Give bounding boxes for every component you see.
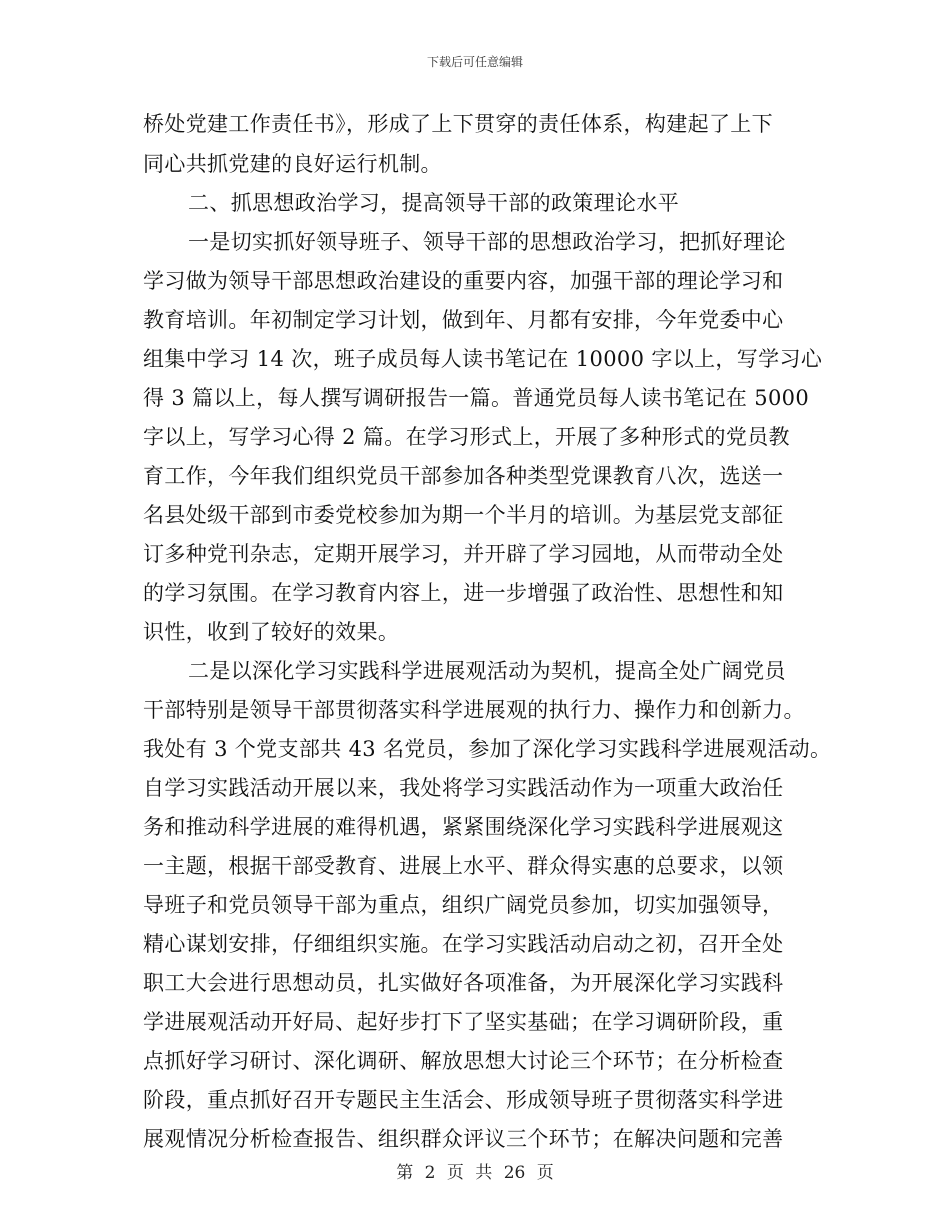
text-line: 职工大会进行思想动员，扎实做好各项准备，为开展深化学习实践科: [143, 971, 784, 995]
text-line: 桥处党建工作责任书》，形成了上下贯穿的责任体系，构建起了上下: [143, 112, 773, 136]
text-line: 精心谋划安排，仔细组织实施。在学习实践活动启动之初，召开全处: [143, 932, 784, 956]
text-line: 二是以深化学习实践科学进展观活动为契机，提高全处广阔党员: [188, 659, 786, 683]
text-line: 干部特别是领导干部贯彻落实科学进展观的执行力、操作力和创新力。: [143, 698, 805, 722]
text-line: 同心共抓党建的良好运行机制。: [143, 152, 442, 176]
text-line: 导班子和党员领导干部为重点，组织广阔党员参加，切实加强领导，: [143, 893, 784, 917]
text-line: 字以上，写学习心得 2 篇。在学习形式上，开展了多种形式的党员教: [143, 425, 790, 449]
section-heading: 二、抓思想政治学习，提高领导干部的政策理论水平: [188, 191, 680, 215]
page-footer: 第 2 页 共 26 页: [396, 1163, 554, 1183]
text-line: 展观情况分析检查报告、组织群众评议三个环节；在解决问题和完善: [143, 1127, 784, 1151]
text-line: 阶段，重点抓好召开专题民主生活会、形成领导班子贯彻落实科学进: [143, 1088, 784, 1112]
text-line: 育工作，今年我们组织党员干部参加各种类型党课教育八次，选送一: [143, 464, 784, 488]
text-line: 学进展观活动开好局、起好步打下了坚实基础；在学习调研阶段，重: [143, 1010, 784, 1034]
text-line: 一是切实抓好领导班子、领导干部的思想政治学习，把抓好理论: [188, 230, 786, 254]
text-line: 的学习氛围。在学习教育内容上，进一步增强了政治性、思想性和知: [143, 581, 784, 605]
page-header: 下载后可任意编辑: [426, 55, 523, 69]
text-line: 自学习实践活动开展以来，我处将学习实践活动作为一项重大政治任: [143, 776, 784, 800]
text-line: 务和推动科学进展的难得机遇，紧紧围绕深化学习实践科学进展观这: [143, 815, 784, 839]
text-line: 教育培训。年初制定学习计划，做到年、月都有安排，今年党委中心: [143, 308, 784, 332]
text-line: 识性，收到了较好的效果。: [143, 620, 400, 644]
text-line: 组集中学习 14 次，班子成员每人读书笔记在 10000 字以上，写学习心: [143, 347, 823, 371]
text-line: 得 3 篇以上，每人撰写调研报告一篇。普通党员每人读书笔记在 5000: [143, 386, 810, 410]
text-line: 我处有 3 个党支部共 43 名党员，参加了深化学习实践科学进展观活动。: [143, 737, 832, 761]
text-line: 一主题，根据干部受教育、进展上水平、群众得实惠的总要求，以领: [143, 854, 784, 878]
text-line: 点抓好学习研讨、深化调研、解放思想大讨论三个环节；在分析检查: [143, 1049, 784, 1073]
text-line: 学习做为领导干部思想政治建设的重要内容，加强干部的理论学习和: [143, 269, 784, 293]
text-line: 订多种党刊杂志，定期开展学习，并开辟了学习园地，从而带动全处: [143, 542, 784, 566]
text-line: 名县处级干部到市委党校参加为期一个半月的培训。为基层党支部征: [143, 503, 784, 527]
